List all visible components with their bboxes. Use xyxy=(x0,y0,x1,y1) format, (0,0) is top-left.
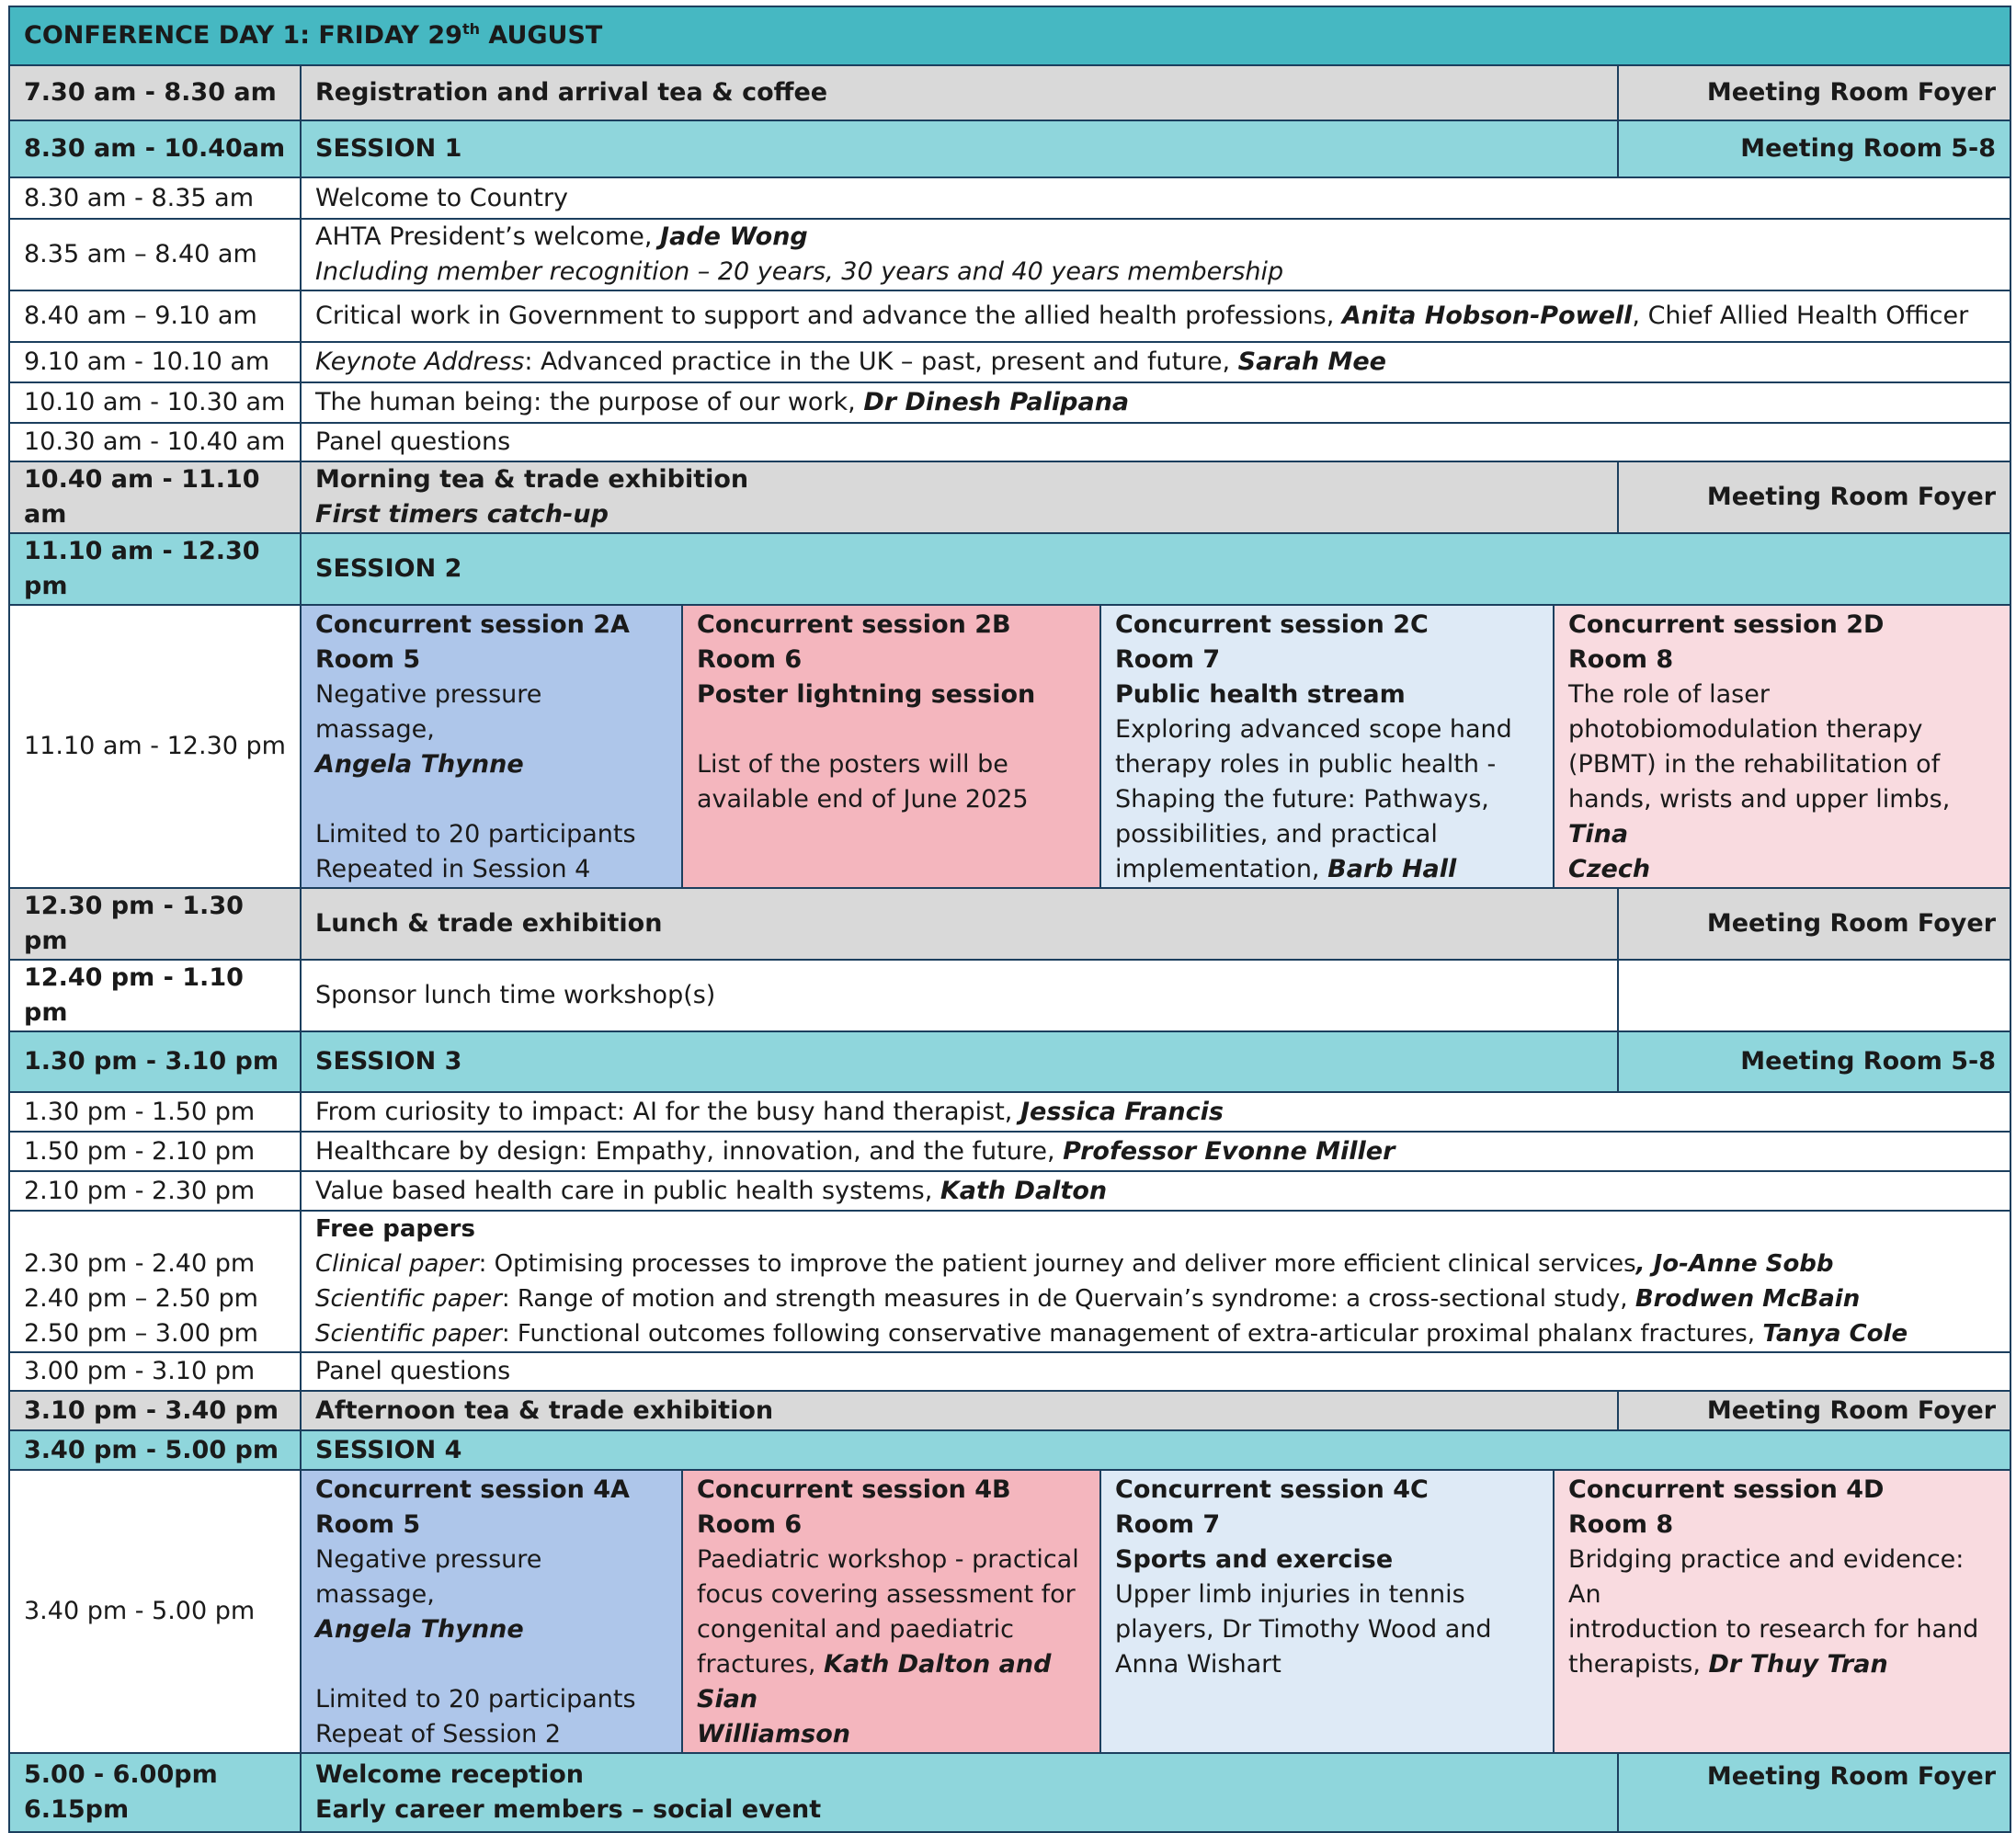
session-description: Bridging practice and evidence: An xyxy=(1568,1545,1965,1609)
session-note: Limited to 20 participants xyxy=(315,1685,636,1713)
session-description: Negative pressure massage, xyxy=(315,680,542,744)
concurrent-title: Concurrent session 2D xyxy=(1568,610,1885,639)
session-1-row xyxy=(9,120,2010,177)
venue-cell: Meeting Room Foyer xyxy=(1618,888,2010,960)
social-event-time: 6.15pm xyxy=(24,1795,130,1824)
schedule-row xyxy=(9,1132,2010,1171)
session-note: List of the posters will be xyxy=(697,750,1008,779)
schedule-row xyxy=(9,1092,2010,1132)
event-title xyxy=(301,461,1618,533)
free-papers-row xyxy=(9,1211,2010,1352)
spacer xyxy=(697,712,1086,747)
time-cell: 7.30 am - 8.30 am xyxy=(9,65,301,120)
room-label: Room 7 xyxy=(1115,1510,1221,1539)
social-event-title: Early career members – social event xyxy=(315,1795,822,1824)
time-cell: 8.35 am – 8.40 am xyxy=(9,219,301,290)
event-text xyxy=(301,1092,2010,1132)
session-description: The role of laser xyxy=(1568,680,1770,709)
spacer xyxy=(315,782,667,817)
concurrent-title: Concurrent session 2A xyxy=(315,610,630,639)
concurrent-title: Concurrent session 4D xyxy=(1568,1475,1885,1504)
event-description: Critical work in Government to support and advance the allied health professions, xyxy=(315,302,1342,330)
speaker-name: Jade Wong xyxy=(660,222,808,251)
venue-cell: Meeting Room Foyer xyxy=(1618,65,2010,120)
event-title xyxy=(301,1753,1618,1832)
session-description: players, Dr Timothy Wood and xyxy=(1115,1615,1492,1644)
time-cell: 2.10 pm - 2.30 pm xyxy=(9,1171,301,1211)
registration-row xyxy=(9,65,2010,120)
schedule-row xyxy=(9,219,2010,290)
concurrent-session-4a xyxy=(301,1470,682,1753)
concurrent-title: Concurrent session 4C xyxy=(1115,1475,1429,1504)
event-description: Healthcare by design: Empathy, innovation, and the future, xyxy=(315,1136,1064,1166)
speaker-name: Angela Thynne xyxy=(315,750,524,779)
reception-row xyxy=(9,1753,2010,1832)
time-cell: 3.40 pm - 5.00 pm xyxy=(9,1470,301,1753)
reception-title: Welcome reception xyxy=(315,1760,584,1789)
event-description: From curiosity to impact: AI for the busy hand therapist, xyxy=(315,1097,1020,1126)
schedule-row xyxy=(9,342,2010,382)
session-note: Repeated in Session 4 xyxy=(315,855,591,883)
lunch-row xyxy=(9,888,2010,960)
event-text xyxy=(301,290,2010,342)
room-label: Room 5 xyxy=(315,1510,421,1539)
time-cell: 10.40 am - 11.10 am xyxy=(9,461,301,533)
concurrent-title: Concurrent session 4A xyxy=(315,1475,630,1504)
speaker-name: Brodwen McBain xyxy=(1634,1285,1861,1313)
session-description-line xyxy=(1568,1647,1996,1682)
speaker-name: Tina xyxy=(1568,820,1629,848)
time-cell: 1.30 pm - 1.50 pm xyxy=(9,1092,301,1132)
event-title-text: Morning tea & trade exhibition xyxy=(315,465,749,494)
concurrent-session-4b xyxy=(682,1470,1100,1753)
session-title: SESSION 1 xyxy=(301,120,1618,177)
schedule-row xyxy=(9,1171,2010,1211)
event-text: Panel questions xyxy=(301,423,2010,461)
time-cell: 8.30 am - 8.35 am xyxy=(9,177,301,219)
event-description: Value based health care in public health systems, xyxy=(315,1176,940,1205)
conference-schedule-table xyxy=(8,6,2011,1833)
venue-label: Meeting Room Foyer xyxy=(1706,1762,1997,1791)
session-description: therapists, xyxy=(1568,1650,1709,1679)
session-description: Upper limb injuries in tennis xyxy=(1115,1580,1465,1609)
event-line xyxy=(315,220,1996,255)
speaker-name: Kath Dalton xyxy=(940,1176,1108,1205)
stream-label: Public health stream xyxy=(1115,680,1406,709)
time-cell: 12.30 pm - 1.30 pm xyxy=(9,888,301,960)
session-description-line xyxy=(1568,782,1996,852)
day-title-month: AUGUST xyxy=(479,21,603,50)
session-description: hands, wrists and upper limbs, xyxy=(1568,785,1951,814)
sponsor-row xyxy=(9,960,2010,1031)
concurrent-session-4c xyxy=(1100,1470,1554,1753)
free-papers-cell xyxy=(301,1211,2010,1352)
day-title-text: CONFERENCE DAY 1: FRIDAY 29 xyxy=(24,21,462,50)
concurrent-title: Concurrent session 2C xyxy=(1115,610,1429,639)
day-title xyxy=(9,6,2010,65)
session-description: Anna Wishart xyxy=(1115,1650,1281,1679)
schedule-row xyxy=(9,382,2010,423)
speaker-name: Dr Thuy Tran xyxy=(1708,1650,1888,1679)
session-note: available end of June 2025 xyxy=(697,785,1029,814)
session-description: Exploring advanced scope hand xyxy=(1115,715,1512,744)
day-header-row xyxy=(9,6,2010,65)
time-cell: 3.40 pm - 5.00 pm xyxy=(9,1430,301,1470)
room-label: Room 6 xyxy=(697,645,803,674)
session-title: SESSION 3 xyxy=(301,1031,1618,1092)
time-cell: 10.10 am - 10.30 am xyxy=(9,382,301,423)
speaker-name: Tanya Cole xyxy=(1762,1320,1908,1348)
time-cell: 9.10 am - 10.10 am xyxy=(9,342,301,382)
event-title: Afternoon tea & trade exhibition xyxy=(301,1391,1618,1430)
session-3-row xyxy=(9,1031,2010,1092)
room-label: Room 8 xyxy=(1568,1510,1674,1539)
stream-label: Sports and exercise xyxy=(1115,1545,1394,1574)
session-description: therapy roles in public health - xyxy=(1115,750,1497,779)
event-text xyxy=(301,382,2010,423)
concurrent-title: Concurrent session 4B xyxy=(697,1475,1011,1504)
paper-line xyxy=(315,1281,1996,1316)
event-title: Registration and arrival tea & coffee xyxy=(301,65,1618,120)
event-text xyxy=(301,1132,2010,1171)
event-title: Lunch & trade exhibition xyxy=(301,888,1618,960)
speaker-name: Kath Dalton and Sian xyxy=(697,1650,1052,1713)
session-4-concurrent-row xyxy=(9,1470,2010,1753)
spacer xyxy=(315,1647,667,1682)
paper-type: Scientific paper xyxy=(315,1285,502,1313)
time-cell: 3.00 pm - 3.10 pm xyxy=(9,1352,301,1391)
speaker-name: , Jo-Anne Sobb xyxy=(1635,1250,1834,1278)
time-cell: 11.10 am - 12.30 pm xyxy=(9,605,301,888)
event-subtitle: First timers catch-up xyxy=(315,500,609,529)
time-cell: 8.40 am – 9.10 am xyxy=(9,290,301,342)
event-text: Welcome to Country xyxy=(301,177,2010,219)
venue-cell: Meeting Room 5-8 xyxy=(1618,120,2010,177)
concurrent-session-2d xyxy=(1554,605,2010,888)
session-note: Repeat of Session 2 xyxy=(315,1720,562,1748)
room-label: Room 5 xyxy=(315,645,421,674)
venue-cell: Meeting Room 5-8 xyxy=(1618,1031,2010,1092)
free-papers-title: Free papers xyxy=(315,1215,475,1243)
day-title-suffix: th xyxy=(461,20,480,38)
morning-tea-row xyxy=(9,461,2010,533)
session-description: implementation, xyxy=(1115,855,1328,883)
speaker-name: Williamson xyxy=(697,1720,850,1748)
time-cell: 12.40 pm - 1.10 pm xyxy=(9,960,301,1031)
event-description: The human being: the purpose of our work, xyxy=(315,388,864,416)
time-cell: 10.30 am - 10.40 am xyxy=(9,423,301,461)
stream-label: Poster lightning session xyxy=(697,680,1036,709)
spacer xyxy=(24,1212,286,1247)
session-4-row xyxy=(9,1430,2010,1470)
session-description: congenital and paediatric xyxy=(697,1615,1014,1644)
session-note: Limited to 20 participants xyxy=(315,820,636,848)
time-cell: 1.30 pm - 3.10 pm xyxy=(9,1031,301,1092)
paper-title: : Range of motion and strength measures in de Quervain’s syndrome: a cross-sectional study, xyxy=(501,1285,1635,1313)
session-description: (PBMT) in the rehabilitation of xyxy=(1568,750,1941,779)
paper-line xyxy=(315,1316,1996,1351)
session-description: focus covering assessment for xyxy=(697,1580,1076,1609)
session-2-row xyxy=(9,533,2010,605)
event-text xyxy=(301,342,2010,382)
room-label: Room 7 xyxy=(1115,645,1221,674)
event-text xyxy=(301,1171,2010,1211)
time-cell: 1.50 pm - 2.10 pm xyxy=(9,1132,301,1171)
concurrent-session-4d xyxy=(1554,1470,2010,1753)
keynote-label: Keynote Address xyxy=(315,347,525,376)
speaker-name: Sarah Mee xyxy=(1237,347,1386,376)
schedule-row xyxy=(9,423,2010,461)
paper-type: Scientific paper xyxy=(315,1320,502,1348)
time-cell: 11.10 am - 12.30 pm xyxy=(9,533,301,605)
schedule-row xyxy=(9,177,2010,219)
event-text: Sponsor lunch time workshop(s) xyxy=(301,960,1618,1031)
session-description: introduction to research for hand xyxy=(1568,1615,1979,1644)
speaker-name: Anita Hobson-Powell xyxy=(1341,302,1633,330)
event-description: : Advanced practice in the UK – past, present and future, xyxy=(524,347,1238,376)
event-note: Including member recognition – 20 years, 30 years and 40 years membership xyxy=(315,257,1284,286)
venue-cell: Meeting Room Foyer xyxy=(1618,1391,2010,1430)
session-description: possibilities, and practical xyxy=(1115,820,1438,848)
speaker-name: Jessica Francis xyxy=(1019,1097,1224,1126)
event-description: AHTA President’s welcome, xyxy=(315,222,661,251)
event-text xyxy=(301,219,2010,290)
session-description-line xyxy=(1115,852,1539,887)
session-description-line xyxy=(697,1647,1086,1717)
schedule-row xyxy=(9,290,2010,342)
time-cell xyxy=(9,1753,301,1832)
event-text: Panel questions xyxy=(301,1352,2010,1391)
session-description: fractures, xyxy=(697,1650,825,1679)
paper-time: 2.40 pm – 2.50 pm xyxy=(24,1284,258,1313)
speaker-name: Angela Thynne xyxy=(315,1615,524,1644)
session-title: SESSION 2 xyxy=(301,533,2010,605)
speaker-name: Professor Evonne Miller xyxy=(1063,1136,1395,1166)
time-cell xyxy=(9,1211,301,1352)
room-label: Room 8 xyxy=(1568,645,1674,674)
venue-cell-empty xyxy=(1618,960,2010,1031)
afternoon-tea-row xyxy=(9,1391,2010,1430)
paper-time: 2.50 pm – 3.00 pm xyxy=(24,1319,258,1348)
session-description: Negative pressure massage, xyxy=(315,1545,542,1609)
concurrent-session-2c xyxy=(1100,605,1554,888)
speaker-role: , Chief Allied Health Officer xyxy=(1632,302,1969,330)
paper-time: 2.30 pm - 2.40 pm xyxy=(24,1249,256,1278)
paper-title: : Optimising processes to improve the patient journey and deliver more efficient clinical services xyxy=(478,1250,1636,1278)
speaker-name: Czech xyxy=(1568,855,1651,883)
time-cell: 8.30 am - 10.40am xyxy=(9,120,301,177)
concurrent-title: Concurrent session 2B xyxy=(697,610,1011,639)
session-title: SESSION 4 xyxy=(301,1430,2010,1470)
paper-line xyxy=(315,1247,1996,1281)
venue-cell xyxy=(1618,1753,2010,1832)
reception-time: 5.00 - 6.00pm xyxy=(24,1760,218,1789)
venue-cell: Meeting Room Foyer xyxy=(1618,461,2010,533)
paper-type: Clinical paper xyxy=(315,1250,479,1278)
session-description: Paediatric workshop - practical xyxy=(697,1545,1079,1574)
session-2-concurrent-row xyxy=(9,605,2010,888)
room-label: Room 6 xyxy=(697,1510,803,1539)
paper-title: : Functional outcomes following conservative management of extra-articular proximal phalanx fractures, xyxy=(501,1320,1763,1348)
concurrent-session-2b xyxy=(682,605,1100,888)
session-description: photobiomodulation therapy xyxy=(1568,715,1923,744)
speaker-name: Barb Hall xyxy=(1327,855,1457,883)
time-cell: 3.10 pm - 3.40 pm xyxy=(9,1391,301,1430)
session-description: Shaping the future: Pathways, xyxy=(1115,785,1489,814)
schedule-row xyxy=(9,1352,2010,1391)
speaker-name: Dr Dinesh Palipana xyxy=(863,388,1130,416)
concurrent-session-2a xyxy=(301,605,682,888)
